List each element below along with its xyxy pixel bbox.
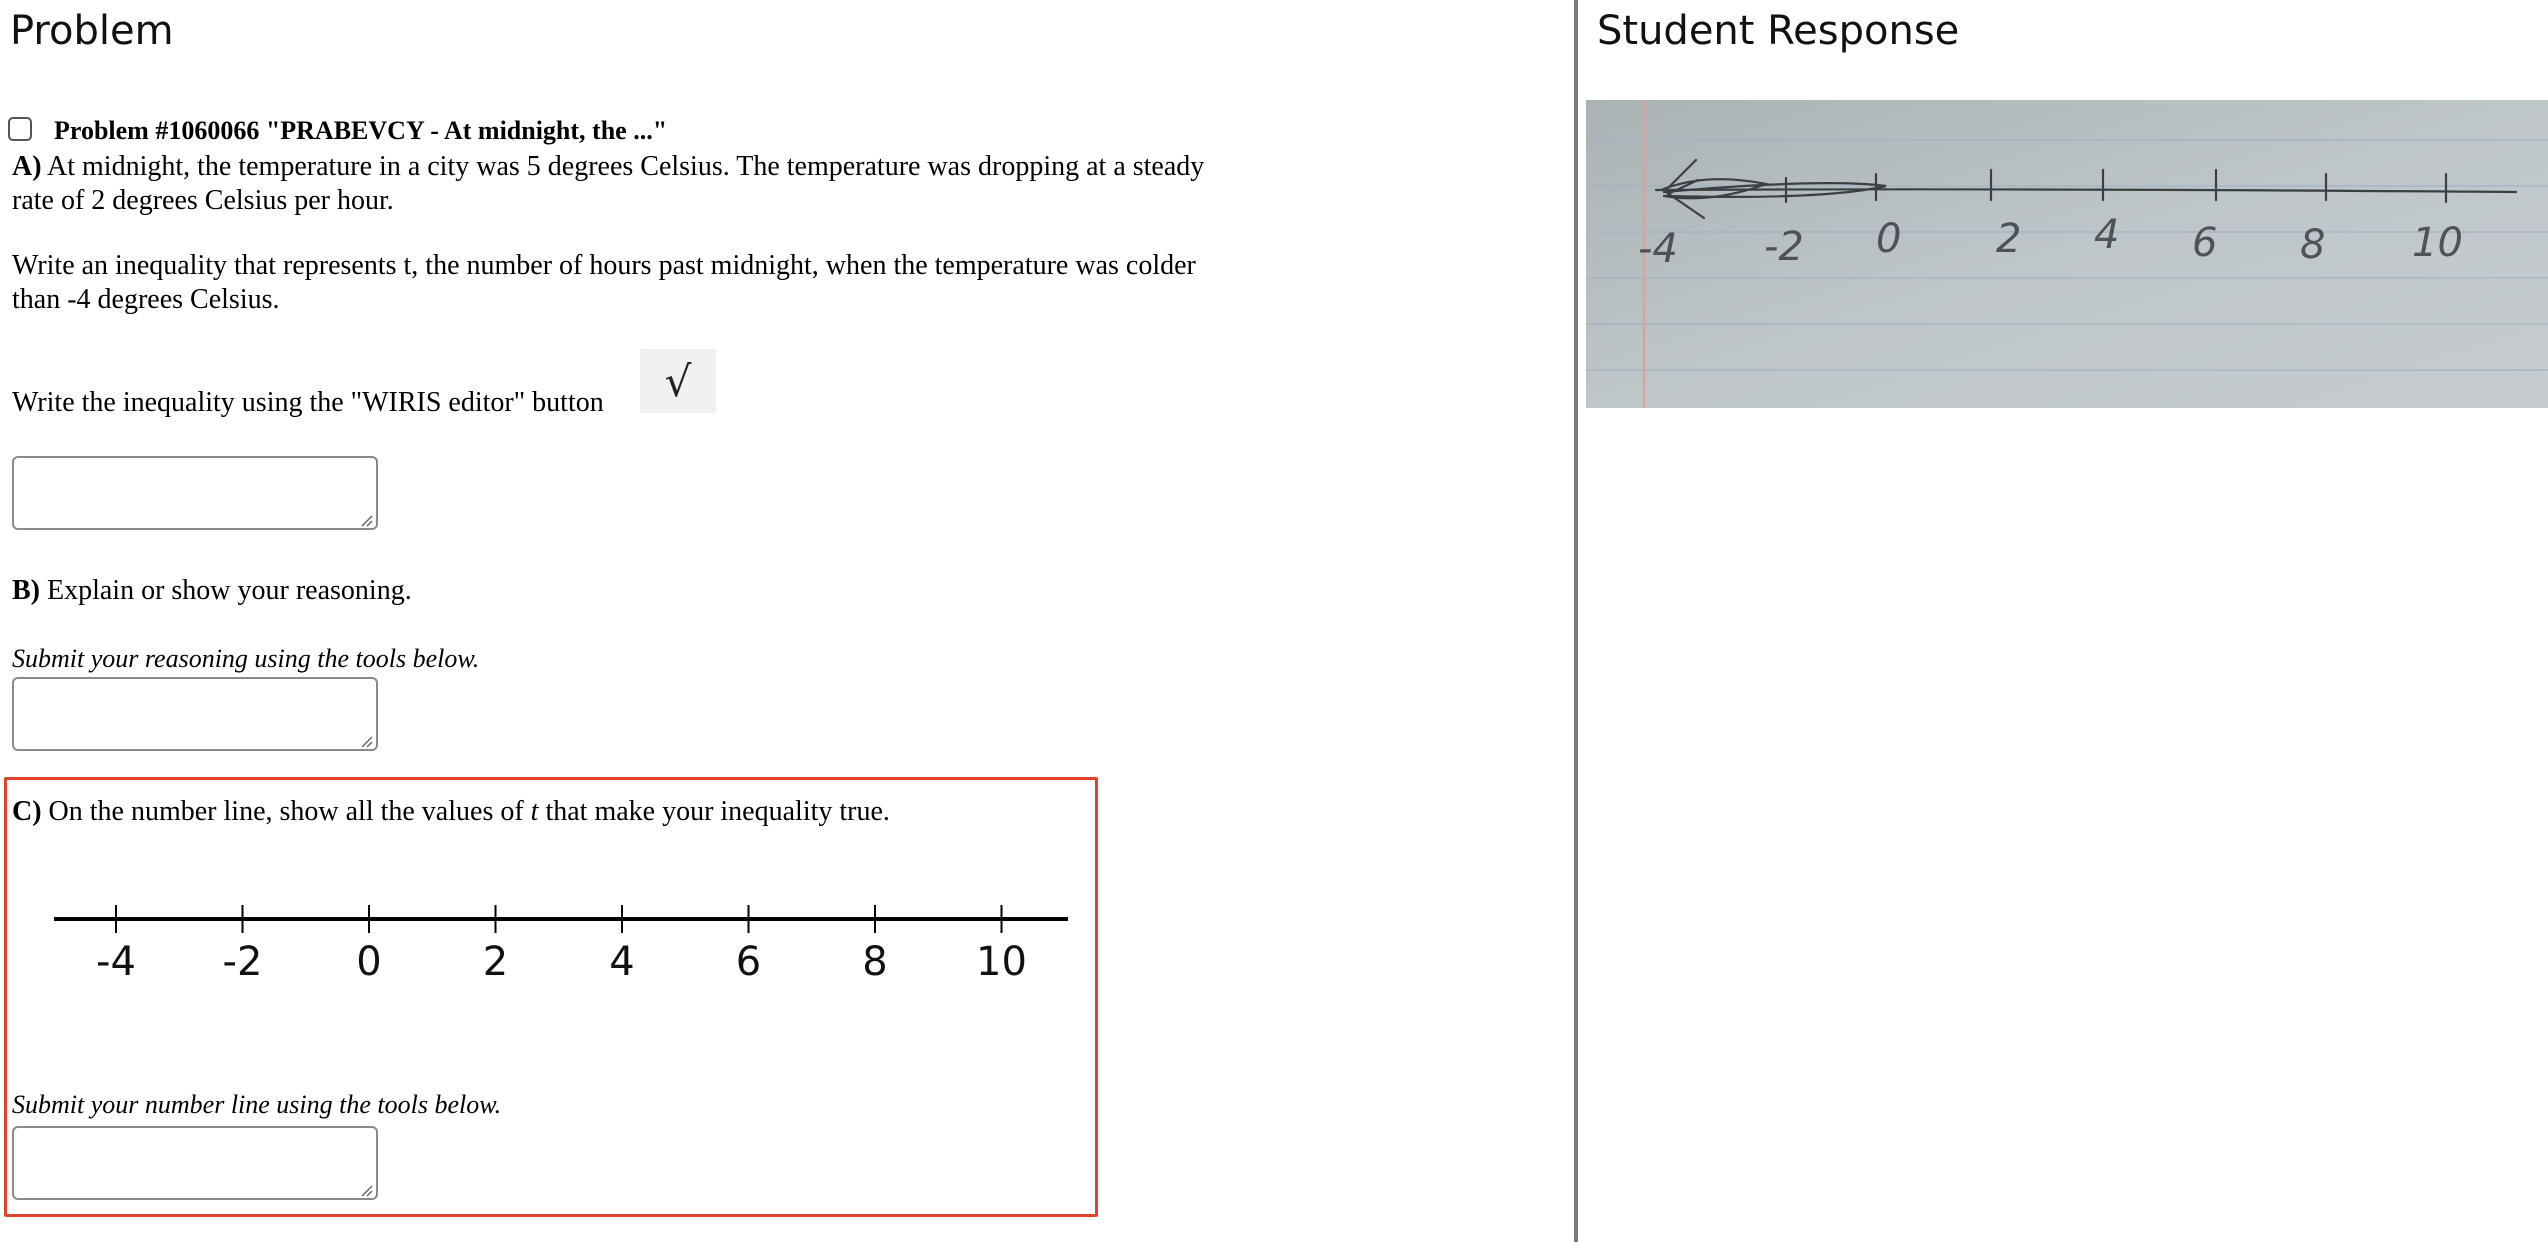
part-a-question-line-1: Write an inequality that represents t, the number of hours past midnight, when the temperature was colder: [12, 250, 1196, 281]
part-b-instruction: Submit your reasoning using the tools below.: [12, 644, 480, 673]
problem-pane-title: Problem: [10, 8, 174, 54]
square-root-icon: √: [664, 356, 692, 406]
paper-background: [1586, 100, 2548, 408]
wiris-editor-button[interactable]: [640, 349, 716, 413]
part-b-answer-input[interactable]: [12, 677, 378, 751]
part-a-line-2: rate of 2 degrees Celsius per hour.: [12, 185, 394, 216]
handwritten-label: -4: [1638, 226, 1678, 272]
number-line-tick-label: 6: [735, 939, 762, 985]
problem-name: Problem #1060066 "PRABEVCY - At midnight, the ...": [54, 116, 668, 145]
part-a-line-1: At midnight, the temperature in a city was 5 degrees Celsius. The temperature was dropping at a steady: [47, 151, 1205, 182]
part-c-label: C): [12, 796, 42, 827]
number-line-tick-label: 2: [482, 939, 509, 985]
part-a-text-2: [12, 249, 1196, 317]
handwritten-label: 2: [1996, 216, 2022, 262]
student-response-pane: [1578, 0, 2548, 1242]
part-c-question-after: that make your inequality true.: [538, 796, 890, 827]
number-line: [50, 893, 1080, 1003]
number-line-tick-label: -2: [222, 939, 263, 985]
part-a-label: A): [12, 151, 42, 182]
handwritten-label: 8: [2300, 222, 2326, 268]
handwritten-label: 0: [1876, 216, 1902, 262]
part-b-question: Explain or show your reasoning.: [47, 575, 412, 606]
part-c-instruction: Submit your number line using the tools below.: [12, 1090, 502, 1119]
problem-select-checkbox[interactable]: [8, 117, 32, 141]
student-response-image: [1586, 100, 2548, 408]
problem-header: [8, 112, 667, 146]
wiris-prompt: Write the inequality using the "WIRIS editor" button: [12, 387, 604, 418]
number-line-tick-label: 4: [609, 939, 635, 985]
handwritten-label: 10: [2412, 220, 2463, 266]
part-b-text: [12, 574, 412, 608]
number-line-tick-label: 10: [976, 939, 1027, 985]
student-response-title: Student Response: [1597, 8, 1960, 54]
number-line-tick-label: -4: [96, 939, 136, 985]
part-c-text: [12, 795, 890, 829]
part-a-text-1: [12, 150, 1204, 218]
handwritten-label: -2: [1764, 224, 1804, 270]
number-line-tick-label: 0: [356, 939, 382, 985]
part-b-label: B): [12, 575, 40, 606]
handwritten-label: 6: [2192, 220, 2218, 266]
part-a-answer-input[interactable]: [12, 456, 378, 530]
part-c-variable: t: [530, 796, 539, 827]
part-c-question-before: On the number line, show all the values of: [48, 796, 531, 827]
part-a-question-line-2: than -4 degrees Celsius.: [12, 284, 280, 315]
number-line-tick-label: 8: [862, 939, 888, 985]
part-c-answer-input[interactable]: [12, 1126, 378, 1200]
handwritten-label: 4: [2094, 212, 2120, 258]
